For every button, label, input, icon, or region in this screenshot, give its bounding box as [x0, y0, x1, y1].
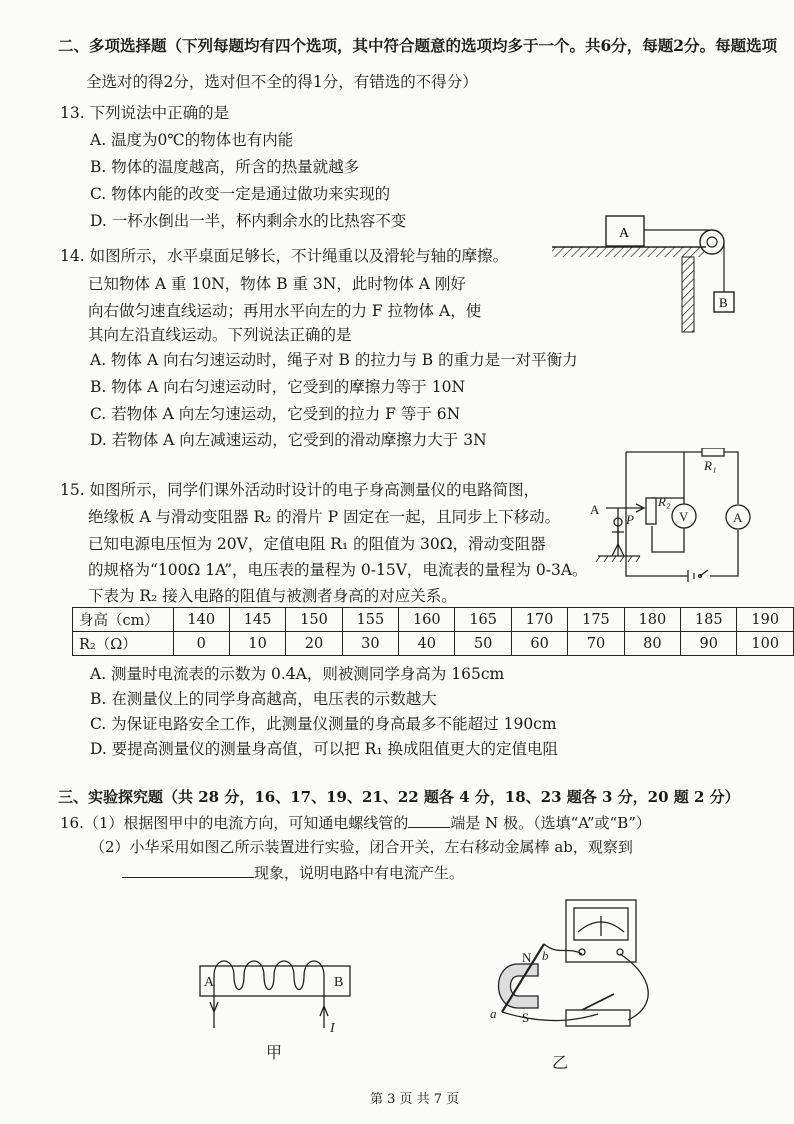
table-cell: 160	[399, 608, 455, 632]
q15-option-a[interactable]: A. 测量时电流表的示数为 0.4A，则被测同学身高为 165cm	[90, 665, 505, 683]
q15-option-b[interactable]: B. 在测量仪上的同学身高越高，电压表的示数越大	[90, 690, 437, 708]
q15-stem-line2: 绝缘板 A 与滑动变阻器 R₂ 的滑片 P 固定在一起，且同步上下移动。	[88, 508, 561, 526]
magnet-n-label: N	[522, 950, 532, 965]
q14-stem-line2: 已知物体 A 重 10N，物体 B 重 3N，此时物体 A 刚好	[88, 275, 466, 293]
fig2-caption: 乙	[552, 1053, 569, 1072]
q15-figure-circuit	[588, 448, 758, 590]
q14-stem-line1: 14. 如图所示，水平桌面足够长，不计绳重以及滑轮与轴的摩擦。	[60, 247, 509, 265]
q14-stem-line3: 向右做匀速直线运动；再用水平向左的力 F 拉物体 A，使	[88, 302, 482, 320]
solenoid-end-a: A	[204, 975, 215, 990]
q14-option-c[interactable]: C. 若物体 A 向左匀速运动，它受到的拉力 F 等于 6N	[90, 405, 461, 423]
solenoid-end-b: B	[334, 975, 344, 990]
q16-part1-suffix: 端是 N 极。（选填“A”或“B”）	[450, 814, 651, 832]
q16-part2-suffix: 现象，说明电路中有电流产生。	[254, 864, 465, 882]
section3-heading: 三、实验探究题（共 28 分，16、17、19、21、22 题各 4 分，18、23 题各 3 分，20 题 2 分）	[58, 788, 740, 806]
table-cell: 170	[511, 608, 567, 632]
q16-part1	[60, 812, 651, 833]
table-row	[73, 632, 794, 656]
fig1-caption: 甲	[266, 1043, 283, 1062]
q14-stem-line4: 其向左沿直线运动。下列说法正确的是	[88, 326, 352, 344]
table-row-label: 身高（cm）	[73, 608, 174, 632]
q15-option-c[interactable]: C. 为保证电路安全工作，此测量仪测量的身高最多不能超过 190cm	[90, 715, 557, 733]
table-cell: 20	[286, 632, 342, 656]
slider-p-label: P	[626, 512, 634, 527]
table-cell: 190	[737, 608, 794, 632]
ammeter-label: A	[733, 510, 743, 525]
table-cell: 80	[624, 632, 680, 656]
q15-stem-line4: 的规格为“100Ω 1A”，电压表的量程为 0-15V，电流表的量程为 0-3A。	[88, 561, 588, 579]
table-cell: 0	[173, 632, 229, 656]
q13-option-c[interactable]: C. 物体内能的改变一定是通过做功来实现的	[90, 185, 391, 203]
table-cell: 185	[681, 608, 737, 632]
table-cell: 30	[342, 632, 398, 656]
section2-heading: 二、多项选择题（下列每题均有四个选项，其中符合题意的选项均多于一个。共6分，每题2分。每题选项	[58, 36, 778, 55]
q16-blank-1[interactable]	[408, 813, 450, 828]
block-b-label: B	[719, 295, 728, 310]
table-cell: 40	[399, 632, 455, 656]
board-a-label: A	[590, 502, 600, 517]
q14-option-b[interactable]: B. 物体 A 向右匀速运动时，它受到的摩擦力等于 10N	[90, 378, 466, 396]
table-row-label: R₂（Ω）	[73, 632, 174, 656]
table-cell: 150	[286, 608, 342, 632]
r1-label: R₁	[704, 458, 717, 473]
q16-part2-line1: （2）小华采用如图乙所示装置进行实验，闭合开关，左右移动金属棒 ab，观察到	[90, 838, 633, 856]
q15-stem-line5: 下表为 R₂ 接入电路的阻值与被测者身高的对应关系。	[88, 587, 457, 605]
voltmeter-label: V	[679, 509, 689, 524]
q14-option-a[interactable]: A. 物体 A 向右匀速运动时，绳子对 B 的拉力与 B 的重力是一对平衡力	[90, 351, 578, 369]
block-a-label: A	[619, 226, 630, 241]
q13-stem: 13. 下列说法中正确的是	[60, 104, 230, 122]
q13-option-a[interactable]: A. 温度为0℃的物体也有内能	[90, 131, 294, 149]
q16-blank-2[interactable]	[122, 863, 254, 878]
table-cell: 165	[455, 608, 511, 632]
q14-figure-pulley	[548, 212, 748, 337]
pulley-wheel	[700, 230, 724, 254]
table-cell: 10	[229, 632, 285, 656]
table-cell: 60	[511, 632, 567, 656]
q15-height-table	[72, 607, 794, 656]
page-footer: 第 3 页 共 7 页	[370, 1092, 460, 1107]
q16-figure-solenoid	[190, 946, 360, 1046]
table-cell: 155	[342, 608, 398, 632]
q16-part1-prefix: 16.（1）根据图甲中的电流方向，可知通电螺线管的	[60, 814, 409, 832]
q15-option-d[interactable]: D. 要提高测量仪的测量身高值，可以把 R₁ 换成阻值更大的定值电阻	[90, 740, 558, 758]
q15-stem-line1: 15. 如图所示，同学们课外活动时设计的电子身高测量仪的电路简图，	[60, 481, 540, 499]
table-cell: 175	[568, 608, 624, 632]
section2-note: 全选对的得2分，选对但不全的得1分，有错选的不得分）	[86, 73, 478, 91]
table-cell: 140	[173, 608, 229, 632]
rod-b-label: b	[542, 948, 549, 963]
q15-stem-line3: 已知电源电压恒为 20V，定值电阻 R₁ 的阻值为 30Ω，滑动变阻器	[88, 535, 546, 553]
r2-label: R₂	[658, 494, 671, 509]
q13-option-d[interactable]: D. 一杯水倒出一半，杯内剩余水的比热容不变	[90, 212, 407, 230]
switch	[566, 1010, 630, 1026]
q14-option-d[interactable]: D. 若物体 A 向左减速运动，它受到的滑动摩擦力大于 3N	[90, 431, 487, 449]
q16-part2-line2	[122, 862, 464, 883]
table-cell: 180	[624, 608, 680, 632]
q16-figure-induction	[478, 896, 674, 1046]
table-cell: 50	[455, 632, 511, 656]
table-cell: 70	[568, 632, 624, 656]
rod-a-label: a	[490, 1006, 497, 1021]
table-cell: 90	[681, 632, 737, 656]
q13-option-b[interactable]: B. 物体的温度越高，所含的热量就越多	[90, 158, 360, 176]
magnet-s-label: S	[522, 1010, 530, 1025]
table-cell: 100	[737, 632, 794, 656]
table-row	[73, 608, 794, 632]
table-cell: 145	[229, 608, 285, 632]
current-label: I	[330, 1021, 335, 1036]
